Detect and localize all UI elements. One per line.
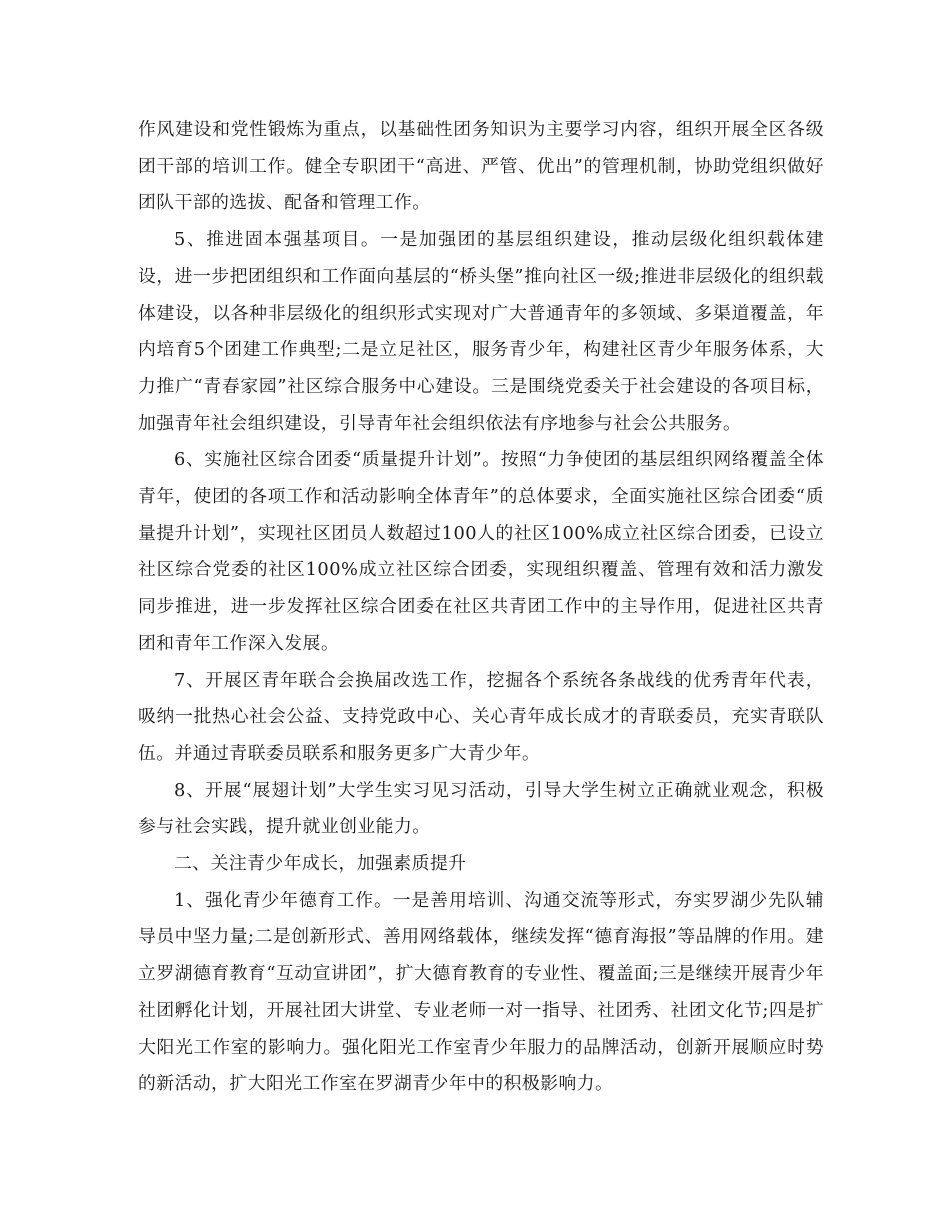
paragraph-item-8: 8、开展“展翅计划”大学生实习见习活动，引导大学生树立正确就业观念，积极参与社会实践，提升就业创业能力。 [138,779,824,838]
paragraph-intro: 作风建设和党性锻炼为重点，以基础性团务知识为主要学习内容，组织开展全区各级团干部的培训工作。健全专职团干“高进、严管、优出”的管理机制，协助党组织做好团队干部的选拔、配备和管理工作。 [138,119,824,214]
paragraph-item-6: 6、实施社区综合团委“质量提升计划”。按照“力争使团的基层组织网络覆盖全体青年，使团的各项工作和活动影响全体青年”的总体要求，全面实施社区综合团委“质量提升计划”，实现社区团员人数超过100人的社区100%成立社区综合团委，已设立社区综合党委的社区100%成立社区综合团委，实现组织覆盖、管理有效和活力激发同步推进，进一步发挥社区综合团委在社区共青团工作中的主导作用，促进社区共青团和青年工作深入发展。 [138,449,824,654]
paragraph-item-7: 7、开展区青年联合会换届改选工作，挖掘各个系统各条战线的优秀青年代表，吸纳一批热心社会公益、支持党政中心、关心青年成长成才的青联委员，充实青联队伍。并通过青联委员联系和服务更多广大青少年。 [138,669,824,764]
paragraph-item-5: 5、推进固本强基项目。一是加强团的基层组织建设，推动层级化组织载体建设，进一步把团组织和工作面向基层的“桥头堡”推向社区一级;推进非层级化的组织载体建设，以各种非层级化的组织形式实现对广大普通青年的多领域、多渠道覆盖，年内培育5个团建工作典型;二是立足社区，服务青少年，构建社区青少年服务体系，大力推广“青春家园”社区综合服务中心建设。三是围绕党委关于社会建设的各项目标，加强青年社会组织建设，引导青年社会组织依法有序地参与社会公共服务。 [138,229,824,434]
document-body [138,112,824,1103]
paragraph-section-2-item-1: 1、强化青少年德育工作。一是善用培训、沟通交流等形式，夯实罗湖少先队辅导员中坚力量;二是创新形式、善用网络载体，继续发挥“德育海报”等品牌的作用。建立罗湖德育教育“互动宣讲团”，扩大德育教育的专业性、覆盖面;三是继续开展青少年社团孵化计划，开展社团大讲堂、专业老师一对一指导、社团秀、社团文化节;四是扩大阳光工作室的影响力。强化阳光工作室青少年服力的品牌活动，创新开展顺应时势的新活动，扩大阳光工作室在罗湖青少年中的积极影响力。 [138,889,825,1095]
section-heading-2: 二、关注青少年成长，加强素质提升 [174,853,467,875]
